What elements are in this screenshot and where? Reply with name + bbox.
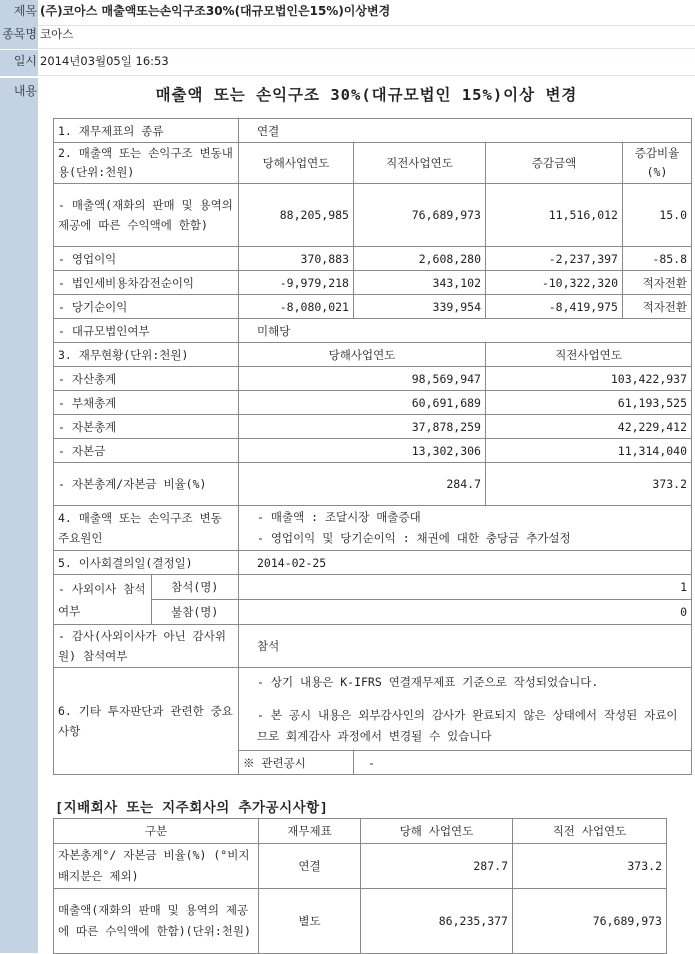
- cell-rate: 적자전환: [623, 271, 692, 295]
- related-disclosure-value: -: [354, 751, 692, 775]
- cell-current: 86,235,377: [361, 889, 513, 954]
- row-label: - 자본총계: [54, 415, 239, 439]
- content-label: 내용: [13, 84, 37, 98]
- cell-previous: 103,422,937: [486, 367, 692, 391]
- cell-previous: 61,193,525: [486, 391, 692, 415]
- present-value: 1: [239, 575, 692, 600]
- cell-previous: 42,229,412: [486, 415, 692, 439]
- col-change-rate: 증감비율 (%): [623, 143, 692, 184]
- cell-current: 88,205,985: [239, 184, 354, 247]
- row-label: - 영업이익: [54, 247, 239, 271]
- table-row: [54, 367, 692, 391]
- auditor-label: - 감사(사외이사가 아닌 감사위원) 참석여부: [54, 625, 239, 668]
- auditor-value: 참석: [239, 625, 692, 668]
- table-row: [54, 439, 692, 463]
- col-change-amount: 증감금액: [486, 143, 623, 184]
- title-label: 제목: [0, 0, 38, 26]
- table-row: [54, 184, 692, 247]
- change-reason-value: [239, 506, 692, 551]
- row-label: - 법인세비용차감전순이익: [54, 271, 239, 295]
- cell-current: 60,691,689: [239, 391, 486, 415]
- present-label: 참석(명): [151, 575, 238, 600]
- company-value: 코아스: [38, 23, 695, 49]
- other-matters-value: [239, 668, 692, 751]
- cell-current: 287.7: [361, 844, 513, 889]
- absent-label: 불참(명): [171, 605, 219, 619]
- disclosure-table: [53, 118, 692, 775]
- cell-previous: 2,608,280: [354, 247, 486, 271]
- col-current-year: 당해사업연도: [239, 143, 354, 184]
- cell-rate: 15.0: [623, 184, 692, 247]
- cell-change: -8,419,975: [486, 295, 623, 319]
- subsidiary-section-title: [지배회사 또는 지주회사의 추가공시사항]: [55, 800, 329, 816]
- table-row: [54, 889, 667, 954]
- note-line: - 본 공시 내용은 외부감사인의 감사가 완료되지 않은 상태에서 작성된 자료이므로 회계감사 과정에서 변경될 수 있습니다: [257, 707, 678, 743]
- col-fs: 재무제표: [259, 819, 361, 844]
- disclosure-content: [38, 78, 695, 953]
- table-row: [54, 319, 692, 343]
- cell-previous: 373.2: [513, 844, 667, 889]
- date-value: 2014년03월05일 16:53: [38, 50, 695, 76]
- row-label: - 자산총계: [54, 367, 239, 391]
- cell-change: -2,237,397: [486, 247, 623, 271]
- absent-value: 0: [239, 600, 692, 625]
- table-row: [54, 119, 692, 143]
- large-corp-value: 미해당: [239, 319, 692, 343]
- cell-current: 284.7: [239, 463, 486, 506]
- cell-previous: 339,954: [354, 295, 486, 319]
- table-row: [54, 463, 692, 506]
- cell-current: 13,302,306: [239, 439, 486, 463]
- row-label: - 자본총계/자본금 비율(%): [54, 463, 239, 506]
- subsidiary-table: [53, 818, 667, 954]
- cell-fs: 별도: [259, 889, 361, 954]
- cell-previous: 343,102: [354, 271, 486, 295]
- change-reason-label: 4. 매출액 또는 손익구조 변동 주요원인: [54, 506, 239, 551]
- cell-current: -9,979,218: [239, 271, 354, 295]
- table-row: [54, 819, 667, 844]
- col-previous-year: 직전사업연도: [486, 343, 692, 367]
- col-previous-year: 직전사업연도: [354, 143, 486, 184]
- cell-fs: 연결: [259, 844, 361, 889]
- cell-change: 11,516,012: [486, 184, 623, 247]
- row-label: - 자본금: [54, 439, 239, 463]
- table-row: [54, 295, 692, 319]
- document-title: 매출액 또는 손익구조 30%(대규모법인 15%)이상 변경: [155, 86, 578, 104]
- note-line: - 상기 내용은 K-IFRS 연결재무제표 기준으로 작성되었습니다.: [257, 674, 599, 689]
- cell-rate: 적자전환: [623, 295, 692, 319]
- col-current-year: 당해사업연도: [239, 343, 486, 367]
- board-date-label: 5. 이사회결의일(결정일): [54, 551, 239, 575]
- outside-director-cell: [54, 575, 239, 625]
- outside-director-inner: [54, 575, 238, 624]
- change-section-label: 2. 매출액 또는 손익구조 변동내용(단위:천원): [54, 143, 239, 184]
- table-row: [54, 415, 692, 439]
- cell-current: 98,569,947: [239, 367, 486, 391]
- financial-status-label: 3. 재무현황(단위:천원): [54, 343, 239, 367]
- table-row: [54, 343, 692, 367]
- table-row: [54, 625, 692, 668]
- date-row: [0, 50, 695, 76]
- content-label-column: [0, 78, 38, 953]
- col-current-year: 당해 사업연도: [361, 819, 513, 844]
- reason-line: - 영업이익 및 당기순이익 : 채권에 대한 충당금 추가설정: [257, 531, 571, 545]
- table-row: [54, 668, 692, 751]
- row-label: - 매출액(재화의 판매 및 용역의 제공에 따른 수익액에 한함): [54, 184, 239, 247]
- table-row: [54, 844, 667, 889]
- table-row: [54, 506, 692, 551]
- cell-change: -10,322,320: [486, 271, 623, 295]
- related-disclosure-label: ※ 관련공시: [239, 751, 354, 775]
- cell-rate: -85.8: [623, 247, 692, 271]
- table-row: [54, 551, 692, 575]
- outside-director-label: - 사외이사 참석여부: [54, 575, 151, 624]
- row-label: 매출액(재화의 판매 및 용역의 제공에 따른 수익액에 한함)(단위:천원): [54, 889, 259, 954]
- cell-current: 370,883: [239, 247, 354, 271]
- col-category: 구분: [54, 819, 259, 844]
- cell-previous: 11,314,040: [486, 439, 692, 463]
- table-row: [54, 391, 692, 415]
- reason-line: - 매출액 : 조달시장 매출증대: [257, 510, 421, 524]
- table-row: [54, 247, 692, 271]
- cell-previous: 373.2: [486, 463, 692, 506]
- other-matters-label: 6. 기타 투자판단과 관련한 중요사항: [54, 668, 239, 775]
- cell-previous: 76,689,973: [354, 184, 486, 247]
- cell-previous: 76,689,973: [513, 889, 667, 954]
- large-corp-label: - 대규모법인여부: [54, 319, 239, 343]
- row-label: 자본총계°/ 자본금 비율(%) (°비지배지분은 제외): [54, 844, 259, 889]
- cell-current: -8,080,021: [239, 295, 354, 319]
- date-label: 일시: [0, 50, 38, 76]
- col-previous-year: 직전 사업연도: [513, 819, 667, 844]
- row-label: - 부채총계: [54, 391, 239, 415]
- table-row: [54, 575, 692, 600]
- row-label: - 당기순이익: [54, 295, 239, 319]
- title-value: (주)코아스 매출액또는손익구조30%(대규모법인은15%)이상변경: [38, 0, 695, 26]
- company-label: 종목명: [0, 23, 38, 49]
- cell-current: 37,878,259: [239, 415, 486, 439]
- company-row: [0, 23, 695, 49]
- table-row: [54, 271, 692, 295]
- board-date-value: 2014-02-25: [239, 551, 692, 575]
- table-row: [54, 143, 692, 184]
- fs-type-label: 1. 재무제표의 종류: [54, 119, 239, 143]
- fs-type-value: 연결: [239, 119, 692, 143]
